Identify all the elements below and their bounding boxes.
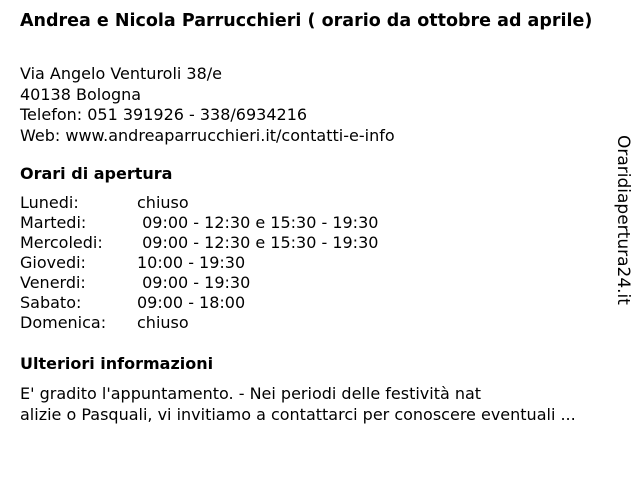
phone-line: Telefon: 051 391926 - 338/6934216 bbox=[20, 105, 308, 124]
time-value: 09:00 - 12:30 e 15:30 - 19:30 bbox=[137, 233, 379, 252]
day-label: Venerdi: bbox=[20, 273, 86, 292]
info-line: E' gradito l'appuntamento. - Nei periodi delle festività nat bbox=[20, 384, 482, 403]
time-value: 10:00 - 19:30 bbox=[137, 253, 246, 272]
day-label: Giovedi: bbox=[20, 253, 86, 272]
day-label: Sabato: bbox=[20, 293, 82, 312]
day-label: Domenica: bbox=[20, 313, 107, 332]
day-label: Mercoledi: bbox=[20, 233, 103, 252]
time-value: 09:00 - 18:00 bbox=[137, 293, 246, 312]
web-line: Web: www.andreaparrucchieri.it/contatti-e-info bbox=[20, 125, 395, 145]
day-label: Martedi: bbox=[20, 213, 87, 232]
further-info-heading: Ulteriori informazioni bbox=[20, 354, 214, 373]
time-value: chiuso bbox=[137, 313, 189, 332]
time-value: 09:00 - 19:30 bbox=[137, 273, 251, 292]
address-street: Via Angelo Venturoli 38/e bbox=[20, 64, 223, 83]
business-address bbox=[20, 64, 395, 146]
info-line: alizie o Pasquali, vi invitiamo a contattarci per conoscere eventuali ... bbox=[20, 404, 576, 424]
address-city: 40138 Bologna bbox=[20, 84, 142, 104]
time-value: chiuso bbox=[137, 193, 189, 212]
opening-hours-heading: Orari di apertura bbox=[20, 164, 173, 183]
brand-watermark bbox=[612, 135, 634, 311]
further-info-text bbox=[20, 384, 630, 425]
business-title: Andrea e Nicola Parrucchieri ( orario da ottobre ad aprile) bbox=[20, 11, 593, 31]
day-label: Lunedi: bbox=[20, 193, 79, 212]
brand-text: Oraridiapertura24.it bbox=[613, 135, 633, 305]
time-value: 09:00 - 12:30 e 15:30 - 19:30 bbox=[137, 213, 379, 232]
